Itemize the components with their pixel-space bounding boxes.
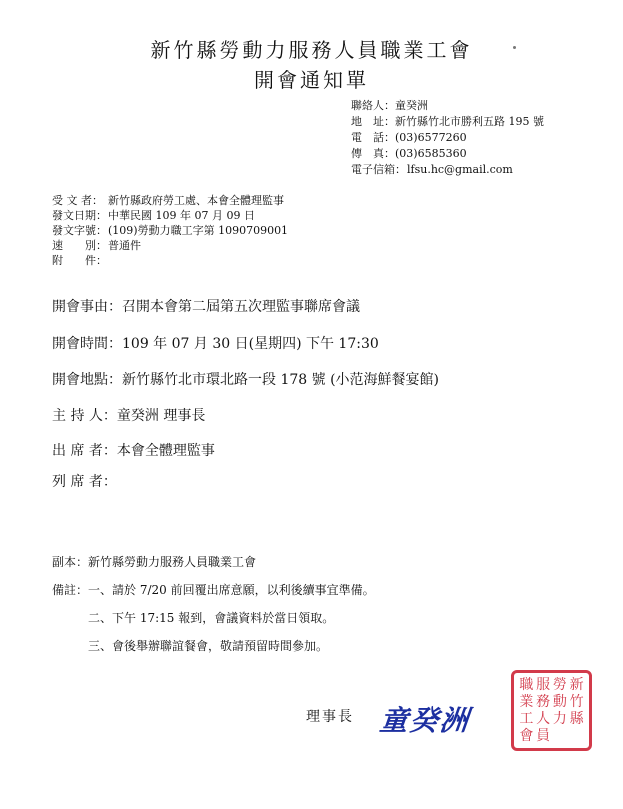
cc-label: 副本：: [52, 555, 89, 569]
meeting-place-label: 開會地點：: [52, 372, 122, 388]
signer-title: 理事長: [306, 709, 354, 725]
observers-row: [52, 471, 117, 491]
contact-phone-value: (03)6577260: [395, 131, 467, 144]
note-item: 三、會後舉辦聯誼餐會，敬請預留時間參加。: [88, 639, 329, 653]
contact-email-label: 電子信箱：: [351, 163, 406, 176]
cc-row: [52, 553, 256, 570]
seal-char: 力: [552, 710, 567, 727]
attendees-label: 出 席 者：: [52, 443, 117, 459]
seal-char: 人: [536, 710, 551, 727]
meeting-time-value: 109 年 07 月 30 日(星期四) 下午 17:30: [122, 336, 379, 352]
chairperson-label: 主 持 人：: [52, 408, 117, 424]
speck-mark: [513, 46, 516, 49]
notes-row-1: [52, 581, 375, 598]
seal-char: 服: [536, 677, 551, 694]
contact-address-row: [351, 114, 544, 130]
seal-char: 務: [536, 694, 551, 711]
document-number-value: (109)勞動力職工字第 1090709001: [108, 224, 289, 237]
speed-value: 普通件: [108, 239, 141, 252]
contact-person-label: 聯絡人：: [351, 99, 395, 112]
chairman-signature: 童癸洲: [378, 704, 472, 737]
contact-person-value: 童癸洲: [395, 99, 428, 112]
recipient-value: 新竹縣政府勞工處、本會全體理監事: [108, 194, 284, 207]
union-name-heading: 新竹縣勞動力服務人員職業工會: [150, 38, 473, 62]
issue-date-label: 發文日期：: [52, 209, 107, 222]
meeting-place-value: 新竹縣竹北市環北路一段 178 號 (小范海鮮餐宴館): [122, 372, 439, 388]
note-item: 二、下午 17:15 報到，會議資料於當日領取。: [88, 611, 335, 625]
observers-label: 列 席 者：: [52, 474, 117, 490]
seal-char: 動: [552, 694, 567, 711]
seal-char: 員: [536, 727, 551, 744]
speed-label: 速 別：: [52, 239, 107, 252]
speed-row: [52, 239, 141, 253]
attendees-value: 本會全體理監事: [116, 443, 215, 459]
contact-address-value: 新竹縣竹北市勝利五路 195 號: [395, 115, 544, 128]
contact-fax-label: 傳 真：: [351, 147, 395, 160]
attendees-row: [52, 440, 215, 460]
issue-date-row: [52, 209, 255, 223]
seal-char: 竹: [569, 694, 584, 711]
attachment-row: [52, 254, 108, 268]
meeting-reason-value: 召開本會第二屆第五次理監事聯席會議: [122, 299, 360, 315]
meeting-reason-label: 開會事由：: [52, 299, 122, 315]
contact-address-label: 地 址：: [351, 115, 395, 128]
meeting-time-label: 開會時間：: [52, 336, 122, 352]
document-number-label: 發文字號：: [52, 224, 107, 237]
chairperson-value: 童癸洲 理事長: [116, 408, 206, 424]
attachment-label: 附 件：: [52, 254, 107, 267]
cc-value: 新竹縣勞動力服務人員職業工會: [88, 555, 257, 569]
contact-fax-row: [351, 146, 467, 162]
seal-char: 縣: [569, 710, 584, 727]
seal-char: 會: [519, 727, 534, 744]
recipient-label: 受 文 者：: [52, 194, 103, 207]
recipient-row: [52, 194, 284, 208]
contact-phone-row: [351, 130, 467, 146]
issue-date-value: 中華民國 109 年 07 月 09 日: [108, 209, 255, 222]
seal-char: 職: [519, 677, 534, 694]
meeting-place-row: [52, 369, 439, 389]
contact-person-row: [351, 98, 428, 114]
contact-fax-value: (03)6585360: [395, 147, 467, 160]
contact-email-row: [351, 162, 513, 178]
note-item: 一、請於 7/20 前回覆出席意願，以利後續事宜準備。: [88, 583, 375, 597]
seal-char: 新: [569, 677, 584, 694]
seal-characters: [518, 677, 585, 744]
seal-char: 工: [519, 710, 534, 727]
document-title: 開會通知單: [254, 68, 369, 92]
meeting-time-row: [52, 333, 379, 353]
meeting-reason-row: [52, 296, 360, 316]
notes-label: 備註：: [52, 583, 89, 597]
document-number-row: [52, 224, 288, 238]
seal-char: 勞: [552, 677, 567, 694]
contact-phone-label: 電 話：: [351, 131, 395, 144]
seal-char: 業: [519, 694, 534, 711]
contact-email-value: lfsu.hc@gmail.com: [407, 163, 513, 176]
official-seal: [511, 670, 592, 751]
chairperson-row: [52, 405, 205, 425]
